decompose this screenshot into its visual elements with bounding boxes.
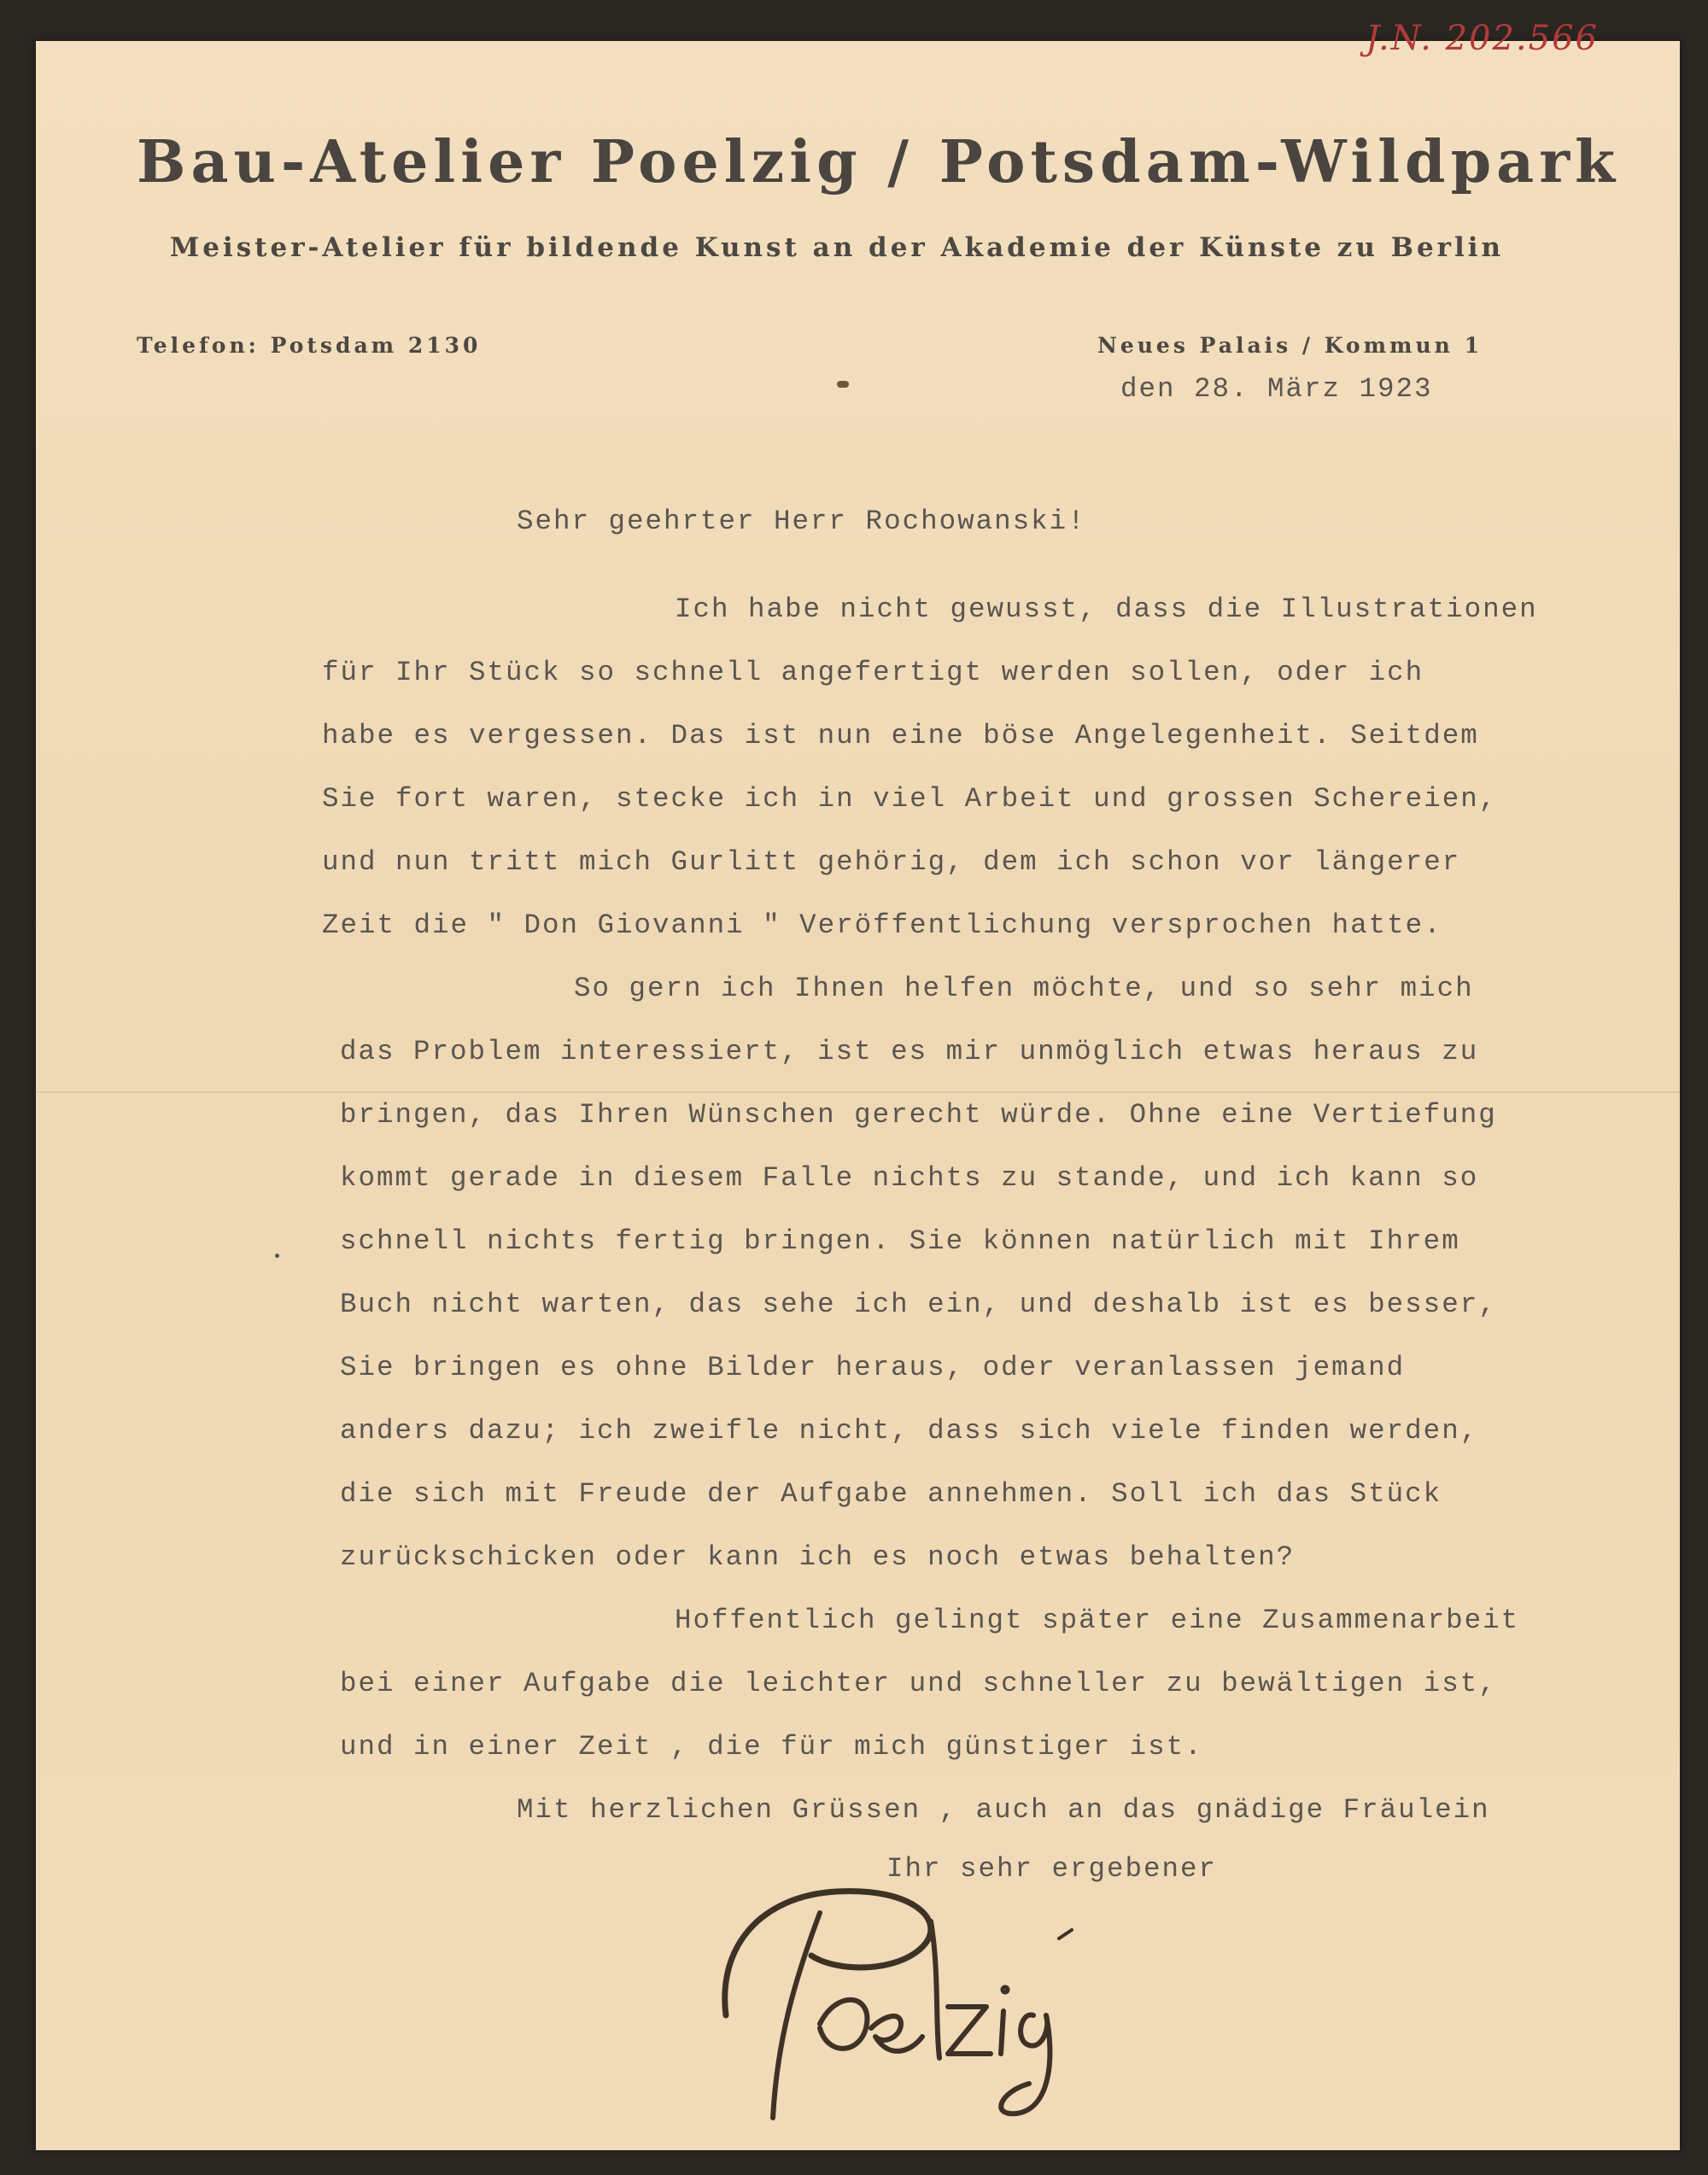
letter-date: den 28. März 1923	[1120, 373, 1433, 405]
body-line: Hoffentlich gelingt später eine Zusammenarbeit	[675, 1605, 1520, 1636]
body-line: So gern ich Ihnen helfen möchte, und so sehr mich	[574, 973, 1474, 1004]
closing: Mit herzlichen Grüssen , auch an das gnädige Fräulein	[517, 1794, 1490, 1826]
body-line: Zeit die " Don Giovanni " Veröffentlichung versprochen hatte.	[322, 909, 1442, 941]
body-line: Ich habe nicht gewusst, dass die Illustrationen	[675, 593, 1538, 625]
body-line: für Ihr Stück so schnell angefertigt werden sollen, oder ich	[322, 657, 1424, 688]
body-line: Buch nicht warten, das sehe ich ein, und deshalb ist es besser,	[340, 1289, 1497, 1320]
valediction: Ihr sehr ergebener	[886, 1853, 1218, 1885]
body-line: anders dazu; ich zweifle nicht, dass sich viele finden werden,	[340, 1415, 1479, 1447]
body-line: Sie fort waren, stecke ich in viel Arbeit und grossen Schereien,	[322, 783, 1498, 815]
paper-fold-line	[36, 1091, 1680, 1093]
body-line: habe es vergessen. Das ist nun eine böse Angelegenheit. Seitdem	[322, 720, 1479, 751]
ink-dot	[275, 1254, 279, 1258]
body-line: bringen, das Ihren Wünschen gerecht würde. Ohne eine Vertiefung	[340, 1099, 1497, 1131]
body-line: bei einer Aufgabe die leichter und schneller zu bewältigen ist,	[340, 1668, 1497, 1699]
archive-number: J.N. 202.566	[1366, 19, 1599, 58]
body-line: kommt gerade in diesem Falle nichts zu stande, und ich kann so	[340, 1162, 1479, 1194]
body-line: Sie bringen es ohne Bilder heraus, oder veranlassen jemand	[340, 1352, 1406, 1383]
letterhead-subtitle: Meister-Atelier für bildende Kunst an der Akademie der Künste zu Berlin	[169, 232, 1505, 263]
body-line: die sich mit Freude der Aufgabe annehmen. Soll ich das Stück	[340, 1478, 1442, 1510]
letterhead-address: Neues Palais / Kommun 1	[1097, 333, 1483, 358]
handwritten-signature	[692, 1845, 1136, 2135]
body-line: das Problem interessiert, ist es mir unmöglich etwas heraus zu	[340, 1036, 1479, 1067]
ink-mark	[837, 381, 849, 388]
letterhead-title: Bau-Atelier Poelzig / Potsdam-Wildpark	[137, 128, 1621, 196]
body-line: und in einer Zeit , die für mich günstiger ist.	[340, 1731, 1203, 1763]
body-line: zurückschicken oder kann ich es noch etwas behalten?	[340, 1541, 1296, 1573]
salutation: Sehr geehrter Herr Rochowanski!	[517, 506, 1086, 537]
body-line: schnell nichts fertig bringen. Sie können natürlich mit Ihrem	[340, 1225, 1460, 1257]
letterhead-phone: Telefon: Potsdam 2130	[137, 333, 482, 358]
body-line: und nun tritt mich Gurlitt gehörig, dem ich schon vor längerer	[322, 846, 1461, 878]
